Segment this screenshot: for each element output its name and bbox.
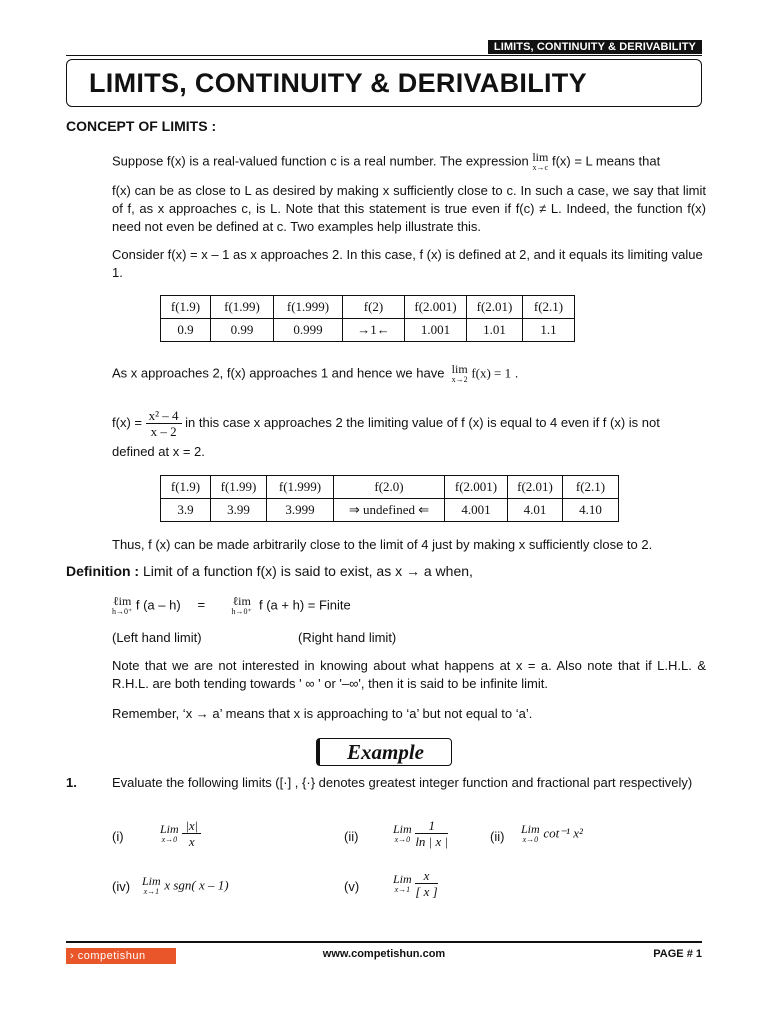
fraction-denominator: x – 2 [150,424,177,439]
table-row [161,319,575,342]
part-label-iv: (iv) [112,879,131,894]
after-table-1 [112,364,706,384]
table-cell: 0.999 [274,319,343,342]
intro-paragraph-2: f(x) can be as close to L as desired by making x sufficiently close to c. In such a case, we say that limit of f, as x approaches c, is L. Note that this statement is true even if f(c) ≠ L. Indeed, the function f(x) need not even be defined at c. Two examples help illustrate this. [112,183,706,234]
part-iv-expression [142,876,229,896]
lim-subscript: x→1 [394,884,411,894]
rhl-lim [232,596,252,616]
fx-lhs: f(x) = [112,414,142,430]
lhl-lim [112,596,132,616]
lim-word: Lim [393,871,412,886]
example-tab-label: Example [347,739,424,764]
lim-x-to-0 [160,821,179,844]
lhl-expression: f (a – h) [135,597,181,613]
table-cell: f(1.99) [211,476,267,499]
part-label-ii: (ii) [344,829,359,844]
table-cell: f(2.1) [563,476,619,499]
table-cell: f(2.01) [508,476,563,499]
lim-subscript: x→1 [143,887,160,896]
fraction-denominator: x [188,834,195,849]
table-cell: f(1.999) [267,476,334,499]
cot-expression: cot⁻¹ x² [543,825,583,841]
lim-subscript: x→0 [161,834,178,844]
table-cell: 1.1 [523,319,575,342]
table-cell: f(1.9) [161,296,211,319]
table-cell: 3.9 [161,499,211,522]
lim-subscript: x→0 [522,835,539,844]
table-cell: 4.01 [508,499,563,522]
lim-x-to-1 [393,871,412,894]
title-box [66,59,702,107]
example-tab [316,738,452,766]
fraction-numerator: |x| [182,818,201,834]
lim-subscript: h→0⁺ [231,607,252,616]
table-row [161,499,619,522]
table-cell: 1.001 [405,319,467,342]
example-2-text: in this case x approaches 2 the limiting value of f (x) is equal to 4 even if f (x) is not [185,414,660,430]
lim-word: Lim [521,822,540,836]
period: . [514,365,519,381]
definition-note: Note that we are not interested in knowing about what happens at x = a. Also note that if L.H.L. & R.H.L. are both tending towards ' ∞ ' or '–∞', then it is said to be infinite limit. [112,658,706,691]
part-iii-expression [521,824,583,844]
lim-word: lim [451,362,468,376]
table-cell: f(2.1) [523,296,575,319]
definition-text: Limit of a function f(x) is said to exist, as x → a when, [143,563,473,579]
table-cell: f(1.999) [274,296,343,319]
part-ii-expression [393,818,448,849]
lim-x-to-c [532,152,548,172]
lim-x-to-0 [521,824,540,844]
table-cell: 0.99 [211,319,274,342]
table-cell: 4.10 [563,499,619,522]
definition-remember: Remember, ‘x → a’ means that x is approaching to ‘a’ but not equal to ‘a’. [112,706,533,721]
after-table-2: Thus, f (x) can be made arbitrarily close to the limit of 4 just by making x sufficiently close to 2. [112,537,653,552]
sgn-expression: x sgn( x – 1) [164,877,229,893]
page-title: LIMITS, CONTINUITY & DERIVABILITY [89,67,587,98]
lim-word: ℓim [232,594,251,608]
part-i-expression [160,818,201,849]
table-cell: f(2.01) [467,296,523,319]
table-row [161,476,619,499]
rhl-label: (Right hand limit) [298,630,397,645]
table-cell: f(1.9) [161,476,211,499]
page-number: PAGE # 1 [653,948,702,960]
question-text: Evaluate the following limits ([·] , {·} denotes greatest integer function and fractional part respectively) [112,775,693,790]
table-cell: f(2.001) [405,296,467,319]
competishun-logo: › competishun [66,948,176,964]
values-table-1 [160,295,575,342]
fraction [146,408,182,439]
table-cell: 4.001 [445,499,508,522]
lim-subscript: x→c [532,163,549,172]
lim-word: lim [532,150,549,164]
example-2-line-2: defined at x = 2. [112,444,205,459]
lim-subscript: x→0 [394,834,411,844]
part-label-i: (i) [112,829,124,844]
lim-word: Lim [142,874,161,888]
lim-x-to-2 [452,364,468,384]
fraction [415,868,437,899]
lim-subscript: h→0⁺ [112,607,133,616]
fraction [182,818,201,849]
fraction-denominator: [ x ] [415,884,438,899]
fraction [415,818,448,849]
fraction-numerator: 1 [415,818,448,834]
footer-url[interactable]: www.competishun.com [322,948,446,960]
table-cell: ⇒ undefined ⇐ [334,499,445,522]
definition-limits [112,596,712,616]
lim-x-to-1 [142,876,161,896]
section-heading: CONCEPT OF LIMITS : [66,118,217,134]
question-number: 1. [66,775,77,790]
intro-text-b: f(x) = L means that [551,153,661,169]
running-head: LIMITS, CONTINUITY & DERIVABILITY [488,40,702,54]
part-label-v: (v) [344,879,360,894]
rhl-expression: f (a + h) = Finite [259,597,351,613]
definition-line [66,563,473,579]
table-cell: 3.999 [267,499,334,522]
example-2-line [112,408,712,439]
header-rule [66,55,702,56]
fraction-denominator: ln | x | [415,834,449,849]
table-cell: 0.9 [161,319,211,342]
lim-word: ℓim [112,594,132,608]
table-cell: f(2) [343,296,405,319]
intro-line-1 [112,152,706,172]
table-cell: →1← [343,319,405,342]
lim-subscript: x→2 [451,375,468,384]
lim-expression: f(x) = 1 [471,365,512,381]
part-label-iii: (ii) [490,829,505,844]
table-cell: 1.01 [467,319,523,342]
table-row [161,296,575,319]
definition-label: Definition : [66,563,140,579]
lim-word: Lim [393,821,412,836]
lim-word: Lim [160,821,179,836]
table-cell: f(2.0) [334,476,445,499]
table-cell: f(1.99) [211,296,274,319]
part-v-expression [393,868,438,899]
equals-sign: = [197,597,206,613]
footer-rule [66,941,702,943]
table-cell: 3.99 [211,499,267,522]
fraction-numerator: x² – 4 [146,408,182,424]
values-table-2 [160,475,619,522]
table-cell: f(2.001) [445,476,508,499]
lim-x-to-0 [393,821,412,844]
fraction-numerator: x [415,868,437,884]
intro-text-a: Suppose f(x) is a real-valued function c is a real number. The expression [112,153,529,169]
lhl-label: (Left hand limit) [112,630,202,645]
after-table-1-text: As x approaches 2, f(x) approaches 1 and hence we have [112,365,445,381]
intro-paragraph-3: Consider f(x) = x – 1 as x approaches 2. In this case, f (x) is defined at 2, and it equals its limiting value 1. [112,247,703,280]
